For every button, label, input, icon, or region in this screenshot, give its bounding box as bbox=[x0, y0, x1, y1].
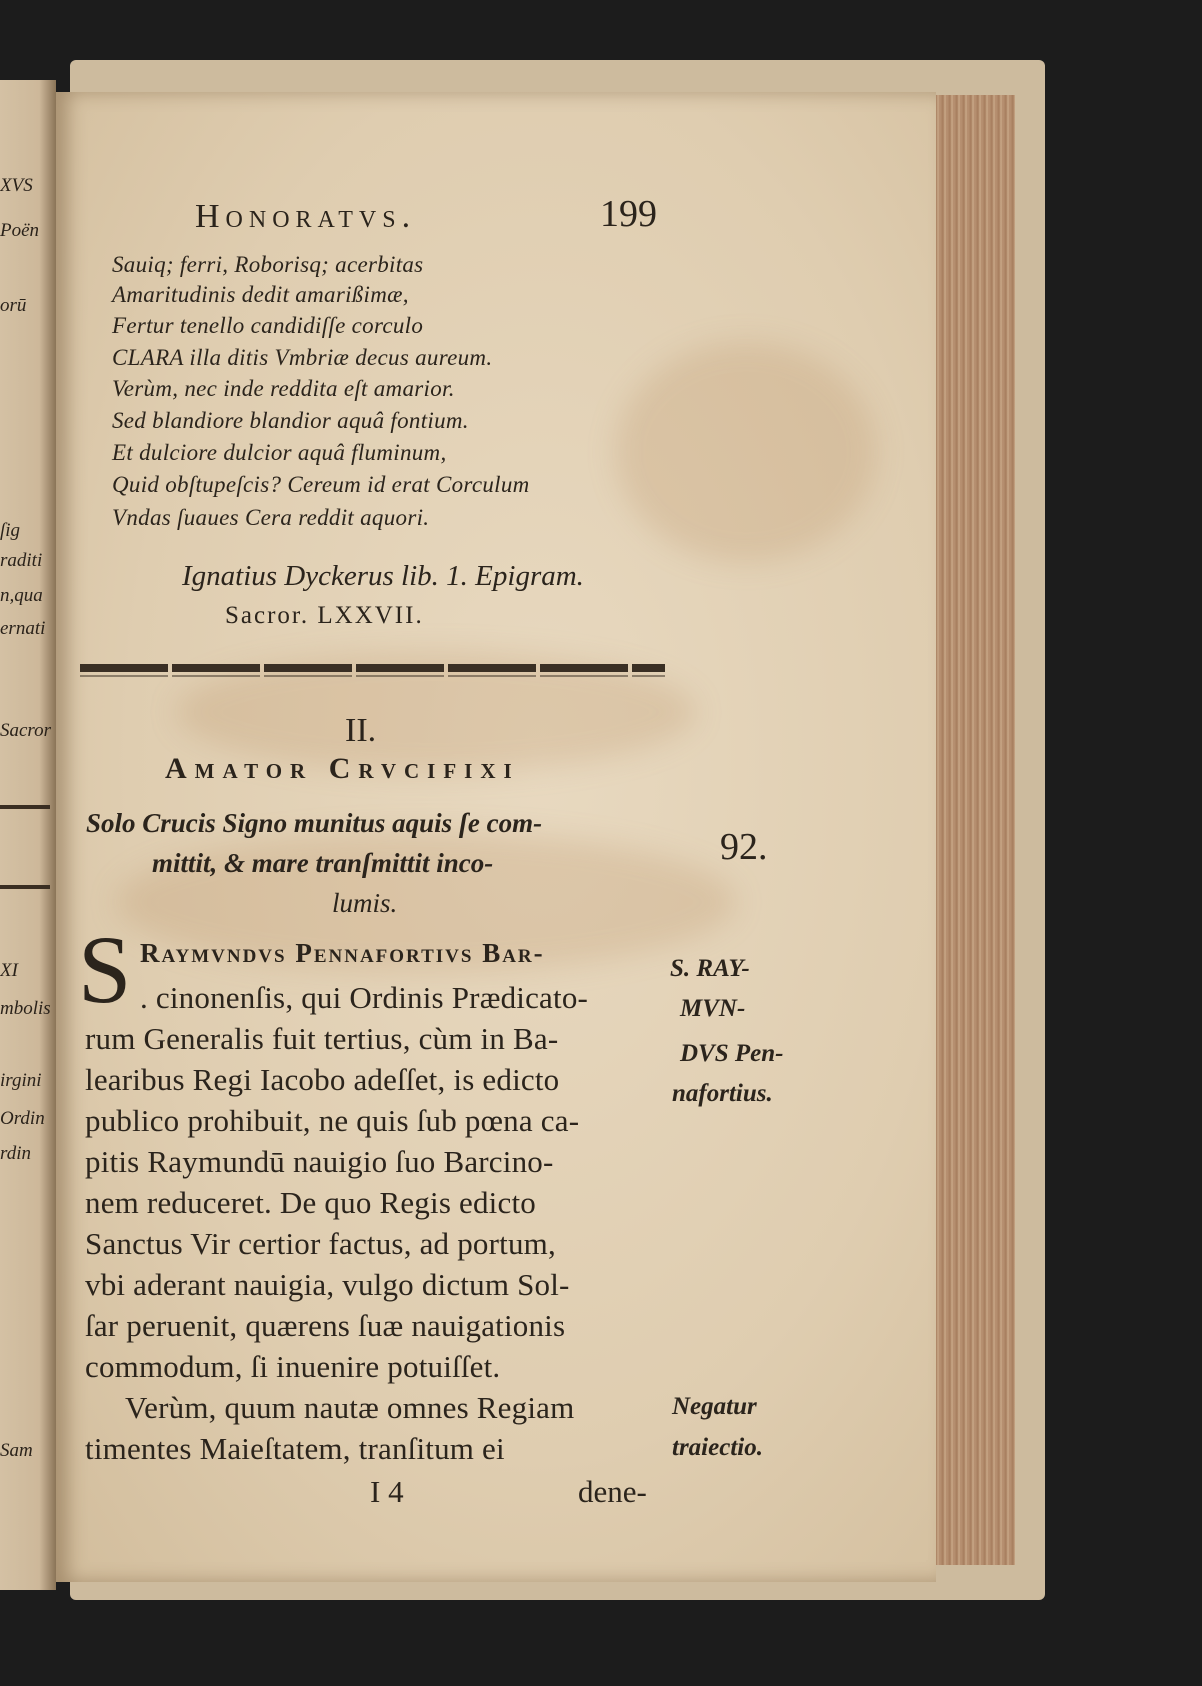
left-fragment: orū bbox=[0, 295, 27, 316]
subtitle-line: mittit, & mare tranſmittit inco- bbox=[152, 848, 494, 878]
body-line: . cinonenſis, qui Ordinis Prædicato- bbox=[140, 980, 589, 1015]
margin-note: S. RAY- bbox=[670, 955, 750, 982]
signature-mark: I 4 bbox=[370, 1474, 404, 1509]
verse-line: Sauiq; ferri, Roborisq; acerbitas bbox=[112, 252, 424, 277]
body-line: publico prohibuit, ne quis ſub pœna ca- bbox=[85, 1103, 580, 1138]
verse-line: Et dulciore dulcior aquâ fluminum, bbox=[112, 440, 447, 465]
body-line: commodum, ſi inuenire potuiſſet. bbox=[85, 1349, 501, 1384]
page-number: 199 bbox=[600, 193, 657, 235]
body-line: rum Generalis fuit tertius, cùm in Ba- bbox=[85, 1021, 559, 1056]
left-fragment: Sacror bbox=[0, 720, 52, 741]
body-line: Verùm, quum nautæ omnes Regiam bbox=[125, 1390, 575, 1425]
verse-line: Quid obſtupeſcis? Cereum id erat Corculum bbox=[112, 472, 530, 497]
left-fragment: XVS bbox=[0, 175, 33, 196]
left-rule bbox=[0, 885, 50, 889]
ornamental-rule bbox=[80, 664, 665, 672]
subtitle-line: lumis. bbox=[332, 888, 398, 918]
verse-line: CLARA illa ditis Vmbriæ decus aureum. bbox=[112, 345, 493, 370]
verse-line: Vndas ſuaues Cera reddit aquori. bbox=[112, 505, 430, 530]
verse-line: Sed blandiore blandior aquâ fontium. bbox=[112, 408, 469, 433]
body-line: Sanctus Vir certior factus, ad portum, bbox=[85, 1226, 556, 1261]
ornamental-rule-shadow bbox=[80, 675, 665, 677]
left-rule bbox=[0, 805, 50, 809]
verse-line: Verùm, nec inde reddita eſt amarior. bbox=[112, 376, 455, 401]
left-fragment: mbolis bbox=[0, 998, 51, 1019]
running-title: Honoratvs. bbox=[195, 198, 417, 235]
paper-stain bbox=[616, 342, 876, 562]
body-line: learibus Regi Iacobo adeſſet, is edicto bbox=[85, 1062, 560, 1097]
verse-line: Fertur tenello candidiſſe corculo bbox=[112, 313, 424, 338]
left-fragment: n,qua bbox=[0, 585, 43, 606]
left-fragment: ernati bbox=[0, 618, 46, 639]
left-fragment: rdin bbox=[0, 1143, 31, 1164]
citation-line: Sacror. LXXVII. bbox=[225, 602, 424, 629]
left-page-fragment bbox=[0, 80, 56, 1590]
left-fragment: XI bbox=[0, 960, 18, 981]
left-fragment: Sam bbox=[0, 1440, 33, 1461]
body-line: pitis Raymundū nauigio ſuo Barcino- bbox=[85, 1144, 554, 1179]
margin-number: 92. bbox=[720, 826, 768, 868]
margin-note: Negatur bbox=[672, 1393, 757, 1420]
left-fragment: raditi bbox=[0, 550, 43, 571]
catchword: dene- bbox=[578, 1474, 647, 1509]
body-line: ſar peruenit, quærens ſuæ nauigationis bbox=[85, 1308, 566, 1343]
section-numeral: II. bbox=[345, 712, 377, 749]
left-fragment: ſig bbox=[0, 520, 21, 541]
verse-line: Amaritudinis dedit amarißimæ, bbox=[112, 282, 409, 307]
left-fragment: irgini bbox=[0, 1070, 42, 1091]
left-fragment: Ordin bbox=[0, 1108, 45, 1129]
body-line: Raymvndvs Pennafortivs Bar- bbox=[140, 938, 545, 968]
left-fragment: Poën bbox=[0, 220, 40, 241]
subtitle-line: Solo Crucis Signo munitus aquis ſe com- bbox=[86, 808, 543, 838]
body-line: vbi aderant nauigia, vulgo dictum Sol- bbox=[85, 1267, 570, 1302]
body-line: timentes Maieſtatem, tranſitum ei bbox=[85, 1431, 505, 1466]
drop-cap: S bbox=[78, 916, 132, 1023]
body-line: nem reduceret. De quo Regis edicto bbox=[85, 1185, 536, 1220]
margin-note: traiectio. bbox=[672, 1434, 763, 1461]
margin-note: DVS Pen- bbox=[680, 1040, 784, 1067]
margin-note: MVN- bbox=[680, 995, 746, 1022]
section-title: Amator Crvcifixi bbox=[165, 752, 520, 785]
citation-line: Ignatius Dyckerus lib. 1. Epigram. bbox=[182, 560, 584, 592]
margin-note: nafortius. bbox=[672, 1080, 773, 1107]
